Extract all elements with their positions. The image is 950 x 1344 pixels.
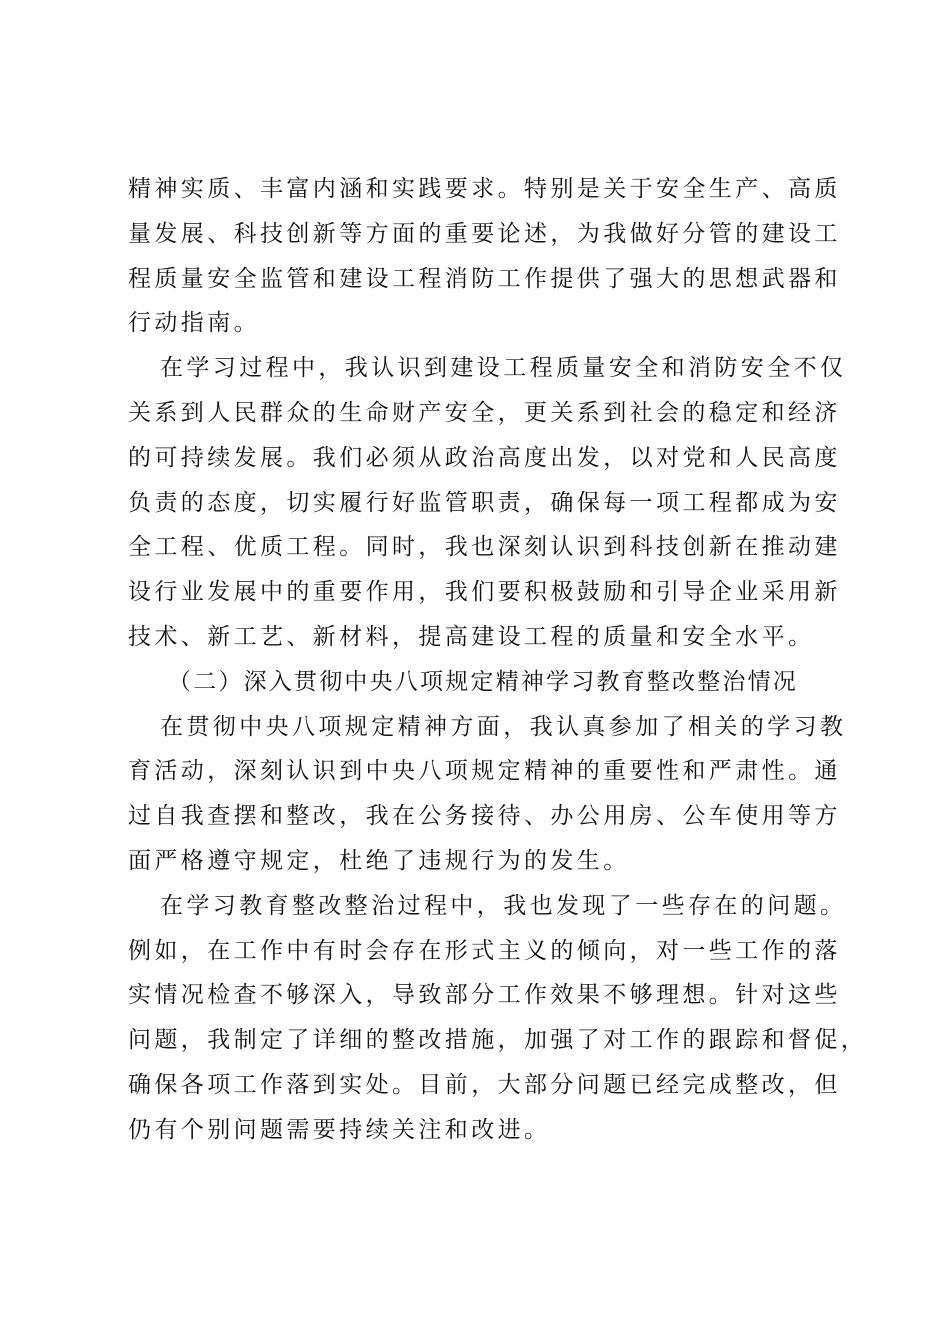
text-line: 在学习过程中，我认识到建设工程质量安全和消防安全不仅 — [160, 355, 847, 382]
text-line: 育活动，深刻认识到中央八项规定精神的重要性和严肃性。通 — [128, 758, 841, 785]
text-line: 负责的态度，切实履行好监管职责，确保每一项工程都成为安 — [128, 489, 841, 516]
heading-text: （二）深入贯彻中央八项规定精神学习教育整改整治情况 — [168, 668, 798, 695]
text-line: 行动指南。 — [128, 310, 260, 337]
text-line: 问题，我制定了详细的整改措施，加强了对工作的跟踪和督促， — [128, 1027, 868, 1054]
paragraph-learning-process — [128, 346, 848, 660]
text-line: 在学习教育整改整治过程中，我也发现了一些存在的问题。 — [160, 892, 847, 919]
document-body — [128, 167, 868, 1153]
text-line: 量发展、科技创新等方面的重要论述，为我做好分管的建设工 — [128, 220, 841, 247]
paragraph-rectification — [128, 884, 868, 1153]
text-line: 确保各项工作落到实处。目前，大部分问题已经完成整改，但 — [128, 1071, 841, 1098]
text-line: 在贯彻中央八项规定精神方面，我认真参加了相关的学习教 — [160, 713, 847, 740]
text-line: 精神实质、丰富内涵和实践要求。特别是关于安全生产、高质 — [128, 176, 841, 202]
paragraph-continuation — [128, 167, 848, 346]
text-line: 面严格遵守规定，杜绝了违规行为的发生。 — [128, 847, 630, 874]
text-line: 仍有个别问题需要持续关注和改进。 — [128, 1116, 551, 1143]
text-line: 例如，在工作中有时会存在形式主义的倾向，对一些工作的落 — [128, 937, 841, 964]
text-line: 程质量安全监管和建设工程消防工作提供了强大的思想武器和 — [128, 265, 841, 292]
paragraph-eight-rules — [128, 705, 848, 884]
text-line: 关系到人民群众的生命财产安全，更关系到社会的稳定和经济 — [128, 399, 841, 426]
text-line: 实情况检查不够深入，导致部分工作效果不够理想。针对这些 — [128, 982, 841, 1009]
text-line: 过自我查摆和整改，我在公务接待、办公用房、公车使用等方 — [128, 803, 841, 830]
text-line: 的可持续发展。我们必须从政治高度出发，以对党和人民高度 — [128, 444, 841, 471]
text-line: 全工程、优质工程。同时，我也深刻认识到科技创新在推动建 — [128, 534, 841, 561]
text-line: 技术、新工艺、新材料，提高建设工程的质量和安全水平。 — [128, 623, 815, 650]
section-heading — [128, 660, 848, 705]
text-line: 设行业发展中的重要作用，我们要积极鼓励和引导企业采用新 — [128, 579, 841, 606]
